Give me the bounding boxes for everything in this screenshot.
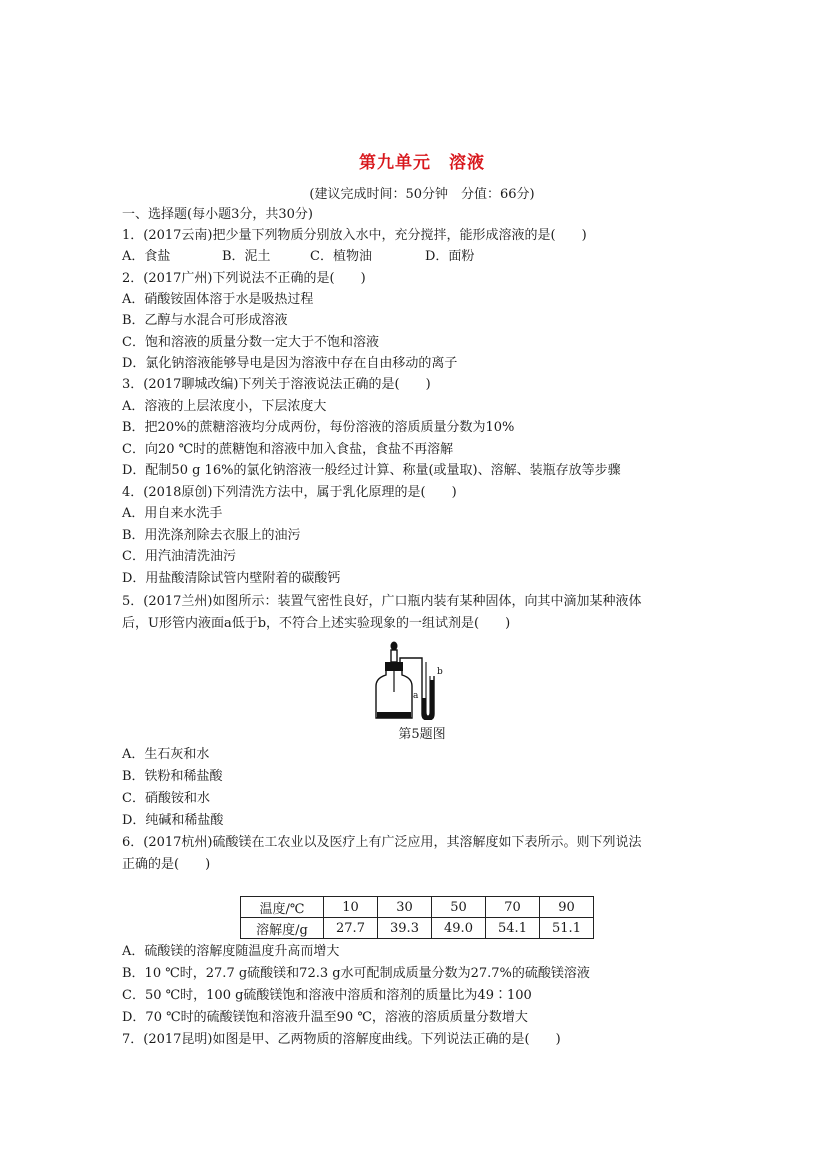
q5-option-b: B．铁粉和稀盐酸 (122, 769, 223, 784)
q5-stem-line1: 5．(2017兰州)如图所示：装置气密性良好，广口瓶内装有某种固体，向其中滴加某种液体 (122, 594, 642, 609)
dropper-bulb (391, 642, 398, 651)
table-cell: 70 (486, 897, 540, 918)
u-tube-inner (426, 662, 430, 716)
q3-option-a: A．溶液的上层浓度小，下层浓度大 (122, 399, 327, 414)
q5-option-c: C．硝酸铵和水 (122, 791, 210, 806)
table-cell: 90 (540, 897, 594, 918)
label-a: a (413, 691, 419, 701)
q6-option-b: B．10 ℃时，27.7 g硫酸镁和72.3 g水可配制成质量分数为27.7%的硫酸镁溶液 (122, 966, 590, 981)
q2-option-d: D．氯化钠溶液能够导电是因为溶液中存在自由移动的离子 (122, 356, 458, 371)
q2-option-a: A．硝酸铵固体溶于水是吸热过程 (122, 292, 314, 307)
solid-layer (377, 712, 411, 718)
q5-apparatus-figure (372, 640, 462, 720)
q1-stem: 1．(2017云南)把少量下列物质分别放入水中，充分搅拌，能形成溶液的是( ) (122, 228, 587, 243)
table-cell: 温度/℃ (241, 897, 324, 918)
table-cell: 39.3 (378, 918, 432, 939)
section-heading: 一、选择题(每小题3分，共30分) (122, 207, 313, 222)
q4-option-d: D．用盐酸清除试管内壁附着的碳酸钙 (122, 571, 341, 586)
apparatus-drawing (372, 640, 462, 720)
table-cell: 49.0 (432, 918, 486, 939)
q2-option-b: B．乙醇与水混合可形成溶液 (122, 313, 288, 328)
q2-stem: 2．(2017广州)下列说法不正确的是( ) (122, 271, 366, 286)
table-cell: 51.1 (540, 918, 594, 939)
q6-stem-line1: 6．(2017杭州)硫酸镁在工农业以及医疗上有广泛应用，其溶解度如下表所示。则下列说法 (122, 835, 642, 850)
q4-option-b: B．用洗涤剂除去衣服上的油污 (122, 528, 301, 543)
q1-option-a: A．食盐 (122, 249, 171, 264)
q4-option-c: C．用汽油清洗油污 (122, 549, 236, 564)
title-unit: 第九单元 (359, 153, 431, 173)
q5-option-a: A．生石灰和水 (122, 747, 210, 762)
q2-option-c: C．饱和溶液的质量分数一定大于不饱和溶液 (122, 335, 379, 350)
table-row (241, 897, 594, 918)
page-title (122, 148, 722, 173)
q6-option-d: D．70 ℃时的硫酸镁饱和溶液升温至90 ℃，溶液的溶质质量分数增大 (122, 1010, 528, 1025)
q1-option-c: C．植物油 (310, 249, 372, 264)
u-tube-liquid (422, 680, 434, 720)
q5-figure-caption: 第5题图 (398, 727, 446, 742)
table-cell: 27.7 (324, 918, 378, 939)
subtitle: (建议完成时间：50分钟 分值：66分) (309, 187, 535, 202)
dropper-funnel (391, 650, 397, 662)
q3-option-b: B．把20%的蔗糖溶液均分成两份，每份溶液的溶质质量分数为10% (122, 420, 515, 435)
q4-option-a: A．用自来水洗手 (122, 506, 223, 521)
connecting-tube (400, 658, 434, 720)
label-b: b (437, 667, 443, 677)
table-cell: 10 (324, 897, 378, 918)
q6-option-c: C．50 ℃时，100 g硫酸镁饱和溶液中溶质和溶剂的质量比为49∶100 (122, 988, 532, 1003)
table-cell: 50 (432, 897, 486, 918)
q3-option-d: D．配制50 g 16%的氯化钠溶液一般经过计算、称量(或量取)、溶解、装瓶存放等步骤 (122, 463, 621, 478)
table-cell: 30 (378, 897, 432, 918)
q1-options (122, 247, 474, 267)
title-topic: 溶液 (449, 153, 485, 173)
q1-option-b: B．泥土 (222, 249, 271, 264)
q3-stem: 3．(2017聊城改编)下列关于溶液说法正确的是( ) (122, 377, 431, 392)
q5-stem-line2: 后，U形管内液面a低于b，不符合上述实验现象的一组试剂是( ) (122, 616, 511, 631)
q6-stem-line2: 正确的是( ) (122, 857, 211, 872)
q3-option-c: C．向20 ℃时的蔗糖饱和溶液中加入食盐，食盐不再溶解 (122, 442, 454, 457)
q6-option-a: A．硫酸镁的溶解度随温度升高而增大 (122, 944, 340, 959)
solubility-table (240, 896, 594, 939)
q4-stem: 4．(2018原创)下列清洗方法中，属于乳化原理的是( ) (122, 485, 457, 500)
table-cell: 54.1 (486, 918, 540, 939)
q7-stem: 7．(2017昆明)如图是甲、乙两物质的溶解度曲线。下列说法正确的是( ) (122, 1032, 561, 1047)
table-cell: 溶解度/g (241, 918, 324, 939)
table-row (241, 918, 594, 939)
q5-option-d: D．纯碱和稀盐酸 (122, 813, 224, 828)
q1-option-d: D．面粉 (425, 249, 475, 264)
